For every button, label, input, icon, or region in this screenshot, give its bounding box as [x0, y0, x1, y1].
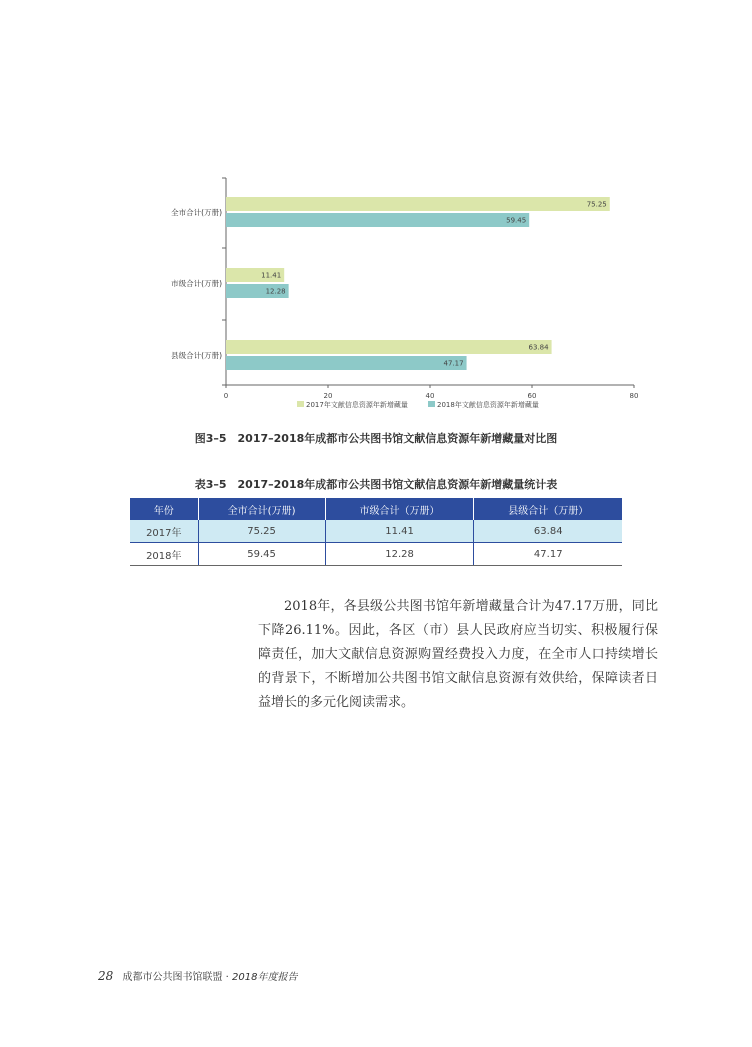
table-cell: 11.41 — [325, 520, 474, 543]
legend-label: 2018年文献信息资源年新增藏量 — [437, 401, 539, 409]
table-row — [130, 543, 622, 566]
table-header-row — [130, 498, 622, 520]
bar-2018 — [226, 213, 529, 227]
table-cell: 75.25 — [198, 520, 325, 543]
bar-value-label: 11.41 — [261, 271, 282, 280]
table-row — [130, 520, 622, 543]
table-cell: 2018年 — [130, 543, 198, 566]
header-city-total: 全市合计(万册) — [198, 498, 325, 520]
table-cell: 59.45 — [198, 543, 325, 566]
bar-2017 — [226, 197, 610, 211]
bar-value-label: 59.45 — [506, 216, 527, 225]
category-label: 全市合计(万册) — [171, 208, 222, 217]
table-cell: 47.17 — [474, 543, 622, 566]
x-tick-label: 20 — [323, 392, 333, 400]
bar-value-label: 12.28 — [265, 287, 286, 296]
table-cell: 63.84 — [474, 520, 622, 543]
x-tick-label: 80 — [629, 392, 639, 400]
figure-caption: 图3–5 2017–2018年成都市公共图书馆文献信息资源年新增藏量对比图 — [194, 432, 558, 445]
legend-swatch — [297, 401, 304, 407]
x-tick-label: 0 — [223, 392, 229, 400]
category-label: 县级合计(万册) — [171, 351, 222, 360]
legend-swatch — [428, 401, 435, 407]
table-cell: 12.28 — [325, 543, 474, 566]
header-year: 年份 — [130, 498, 198, 520]
page-footer — [98, 968, 297, 983]
header-municipal-total: 市级合计（万册） — [325, 498, 474, 520]
body-paragraph: 2018年，各县级公共图书馆年新增藏量合计为47.17万册，同比下降26.11%。因此，各区（市）县人民政府应当切实、积极履行保障责任，加大文献信息资源购置经费投入力度，在全市人口持续增长的背景下，不断增加公共图书馆文献信息资源有效供给，保障读者日益增长的多元化阅读需求。 — [258, 599, 658, 710]
footer-org: 成都市公共图书馆联盟 · — [122, 972, 233, 983]
bar-2017 — [226, 340, 552, 354]
page-number: 28 — [98, 969, 114, 983]
bar-value-label: 75.25 — [586, 200, 607, 209]
stats-table — [130, 498, 622, 566]
bar-value-label: 47.17 — [443, 359, 464, 368]
table-caption: 表3–5 2017–2018年成都市公共图书馆文献信息资源年新增藏量统计表 — [194, 478, 558, 491]
header-county-total: 县级合计（万册） — [474, 498, 622, 520]
table-cell: 2017年 — [130, 520, 198, 543]
category-label: 市级合计(万册) — [171, 279, 222, 288]
x-tick-label: 40 — [425, 392, 435, 400]
footer-report: 2018年度报告 — [232, 972, 298, 983]
bar-chart — [0, 0, 752, 430]
bar-value-label: 63.84 — [528, 343, 549, 352]
legend-label: 2017年文献信息资源年新增藏量 — [306, 401, 408, 409]
bar-2018 — [226, 356, 467, 370]
x-tick-label: 60 — [527, 392, 537, 400]
